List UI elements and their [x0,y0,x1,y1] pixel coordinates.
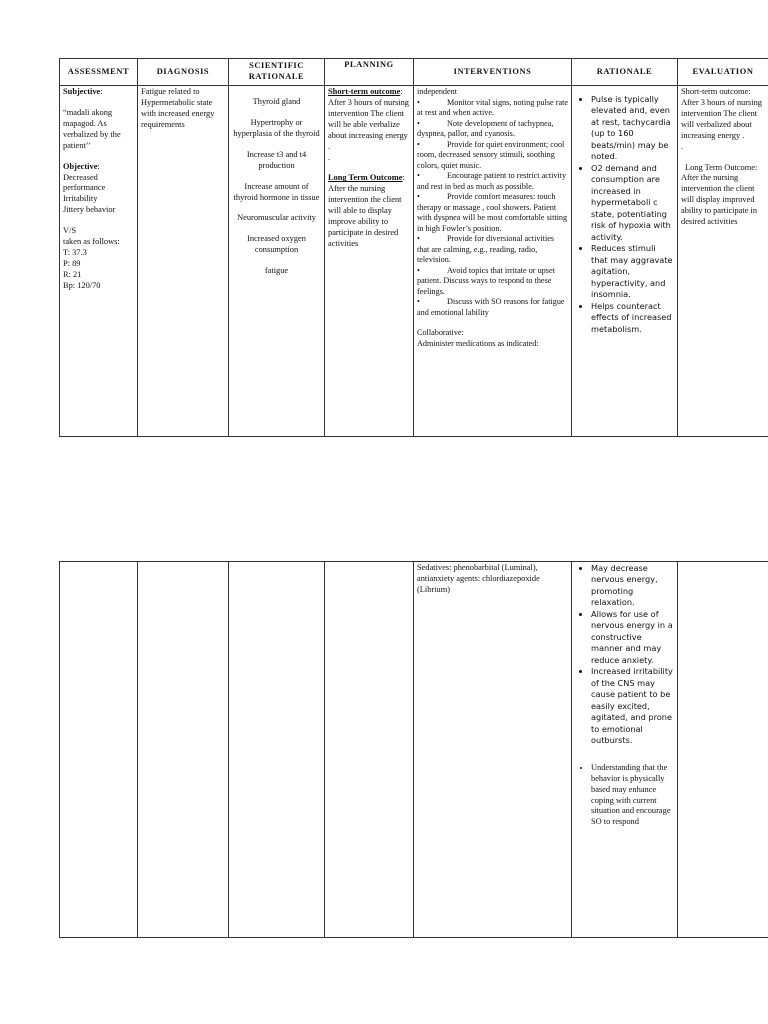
sci-step: Hypertrophy or hyperplasia of the thyroid [233,117,320,138]
diagnosis-cell-empty [138,562,229,938]
header-rationale: RATIONALE [572,59,678,86]
rationale-item: • Increased irritability of the CNS may cause patient to be easily excited, agitated, and prone to emotional outbursts. [591,666,674,746]
header-row [60,59,768,86]
long-term-label: Long Term Outcome [328,173,403,183]
sci-step: Thyroid gland [252,97,301,106]
vital-pulse: P: 89 [63,258,81,268]
sci-step: Increase amount of thyroid hormone in tissue [233,181,320,202]
short-term-label: Short-term outcome [328,87,401,96]
sci-step: Neuromuscular activity [237,213,316,223]
planning-cell: Short-term outcome: After 3 hours of nursing intervention The client will be able verbalize about increasing energy . . Long Term Outcome: After the nursing intervention the client will able to display improve ability to participate in desired activities [325,86,414,437]
scientific-rationale-cell [229,86,325,437]
rationale-item: • Reduces stimuli that may aggravate agitation, hyperactivity, and insomnia. [591,243,674,300]
objective-item: Jittery behavior [63,205,116,215]
rationale-list-continued [575,563,674,828]
assessment-cell-empty [60,562,138,938]
content-row-continued [60,562,768,938]
intervention-item: • Discuss with SO reasons for fatigue and emotional lability [417,297,565,317]
subjective-quote: “madali akong mapagod. As verbalized by the patient’’ [63,107,121,150]
objective-item: Decreased performance [63,172,106,193]
medication-text: Sedatives: phenobarbital (Luminal), antianxiety agents: chlordiazepoxide (Librium) [417,563,540,594]
vital-bp: Bp: 120/70 [63,280,101,290]
scientific-rationale-cell-empty [229,562,325,938]
evaluation-dot: . [681,141,684,151]
subjective-label: Subjective [63,87,101,96]
header-assessment: ASSESSMENT [60,59,138,86]
content-row [60,86,768,437]
sci-step: Increased oxygen consumption [247,234,306,255]
intervention-item: • Monitor vital signs, noting pulse rate at rest and when active. [417,97,568,117]
vs-label: V/S [63,226,77,236]
interventions-cell-continued [414,562,572,938]
header-planning: PLANNING [325,59,414,86]
evaluation-long: After the nursing intervention the client will display improved ability to participate in desired activities [681,173,758,227]
vital-resp: R: 21 [63,269,82,279]
rationale-cell [572,86,678,437]
rationale-item: • Understanding that the behavior is physically based may enhance coping with current situation and encourage SO to respond [591,763,674,829]
care-plan-table-page-2 [59,561,768,938]
diagnosis-text: Fatigue related to Hypermetabolic state with increased energy requirements [141,87,215,129]
objective-label: Objective [63,161,98,171]
diagnosis-cell [138,86,229,437]
short-term-dot: . [328,152,331,162]
intervention-item: • Note development of tachypnea, dyspnea, pallor, and cyanosis. [417,118,554,138]
intervention-item: • Encourage patient to restrict activity and rest in bed as much as possible. [417,171,567,191]
objective-item: Irritability [63,194,98,204]
intervention-item: • Provide for quiet environment; cool room, decreased sensory stimuli, soothing colors, quiet music. [417,139,565,170]
rationale-item: • Allows for use of nervous energy in a constructive manner and may reduce anxiety. [591,609,674,666]
sci-step: Increase t3 and t4 production [246,149,307,170]
vital-temp: T: 37.3 [63,248,87,258]
interventions-cell [414,86,572,437]
collaborative-text: Administer medications as indicated: [417,338,539,348]
rationale-cell-continued [572,562,678,938]
rationale-list [575,94,674,335]
evaluation-long-label: Long Term Outcome: [685,162,758,172]
sci-step: fatigue [264,266,289,276]
evaluation-short: Short-term outcome: After 3 hours of nursing intervention The client will verbalized about increasing energy . [681,87,762,140]
intervention-item: • Provide for diversional activities that are calming, e.g., reading, radio, television. [417,234,555,264]
evaluation-cell-empty [678,562,768,938]
care-plan-table-page-1 [59,58,768,437]
collaborative-label: Collaborative: [417,328,464,337]
short-term-text: After 3 hours of nursing intervention The client will be able verbalize about increasing energy . [328,97,409,151]
independent-label: independent [417,87,458,96]
vs-intro: taken as follows: [63,237,120,247]
intervention-item: • Provide comfort measures: touch therapy or massage , cool showers. Patient with dyspnea will be most comfortable sitting in high Fowler’s position. [417,192,568,233]
rationale-item: • May decrease nervous energy, promoting relaxation. [591,563,674,609]
planning-cell-empty [325,562,414,938]
rationale-item: • Helps counteract effects of increased metabolism. [591,301,674,335]
header-evaluation: EVALUATION [678,59,768,86]
rationale-item: • O2 demand and consumption are increased in hypermetaboli c state, potentiating risk of hypoxia with activity. [591,163,674,243]
rationale-item: • Pulse is typically elevated and, even at rest, tachycardia (up to 160 beats/min) may be noted. [591,94,674,163]
long-term-text: After the nursing intervention the client will able to display improve ability to participate in desired activities [328,184,402,248]
header-diagnosis: DIAGNOSIS [138,59,229,86]
assessment-cell: Subjective: “madali akong mapagod. As verbalized by the patient’’ Objective: Decreased performance Irritability Jittery behavior V/S taken as follows: T: 37.3 P: 89 R: 21 Bp: 120/70 [60,86,138,437]
evaluation-cell [678,86,768,437]
header-scientific-rationale: SCIENTIFIC RATIONALE [229,59,325,86]
intervention-item: • Avoid topics that irritate or upset patient. Discuss ways to respond to these feelings. [417,265,555,296]
header-interventions: INTERVENTIONS [414,59,572,86]
